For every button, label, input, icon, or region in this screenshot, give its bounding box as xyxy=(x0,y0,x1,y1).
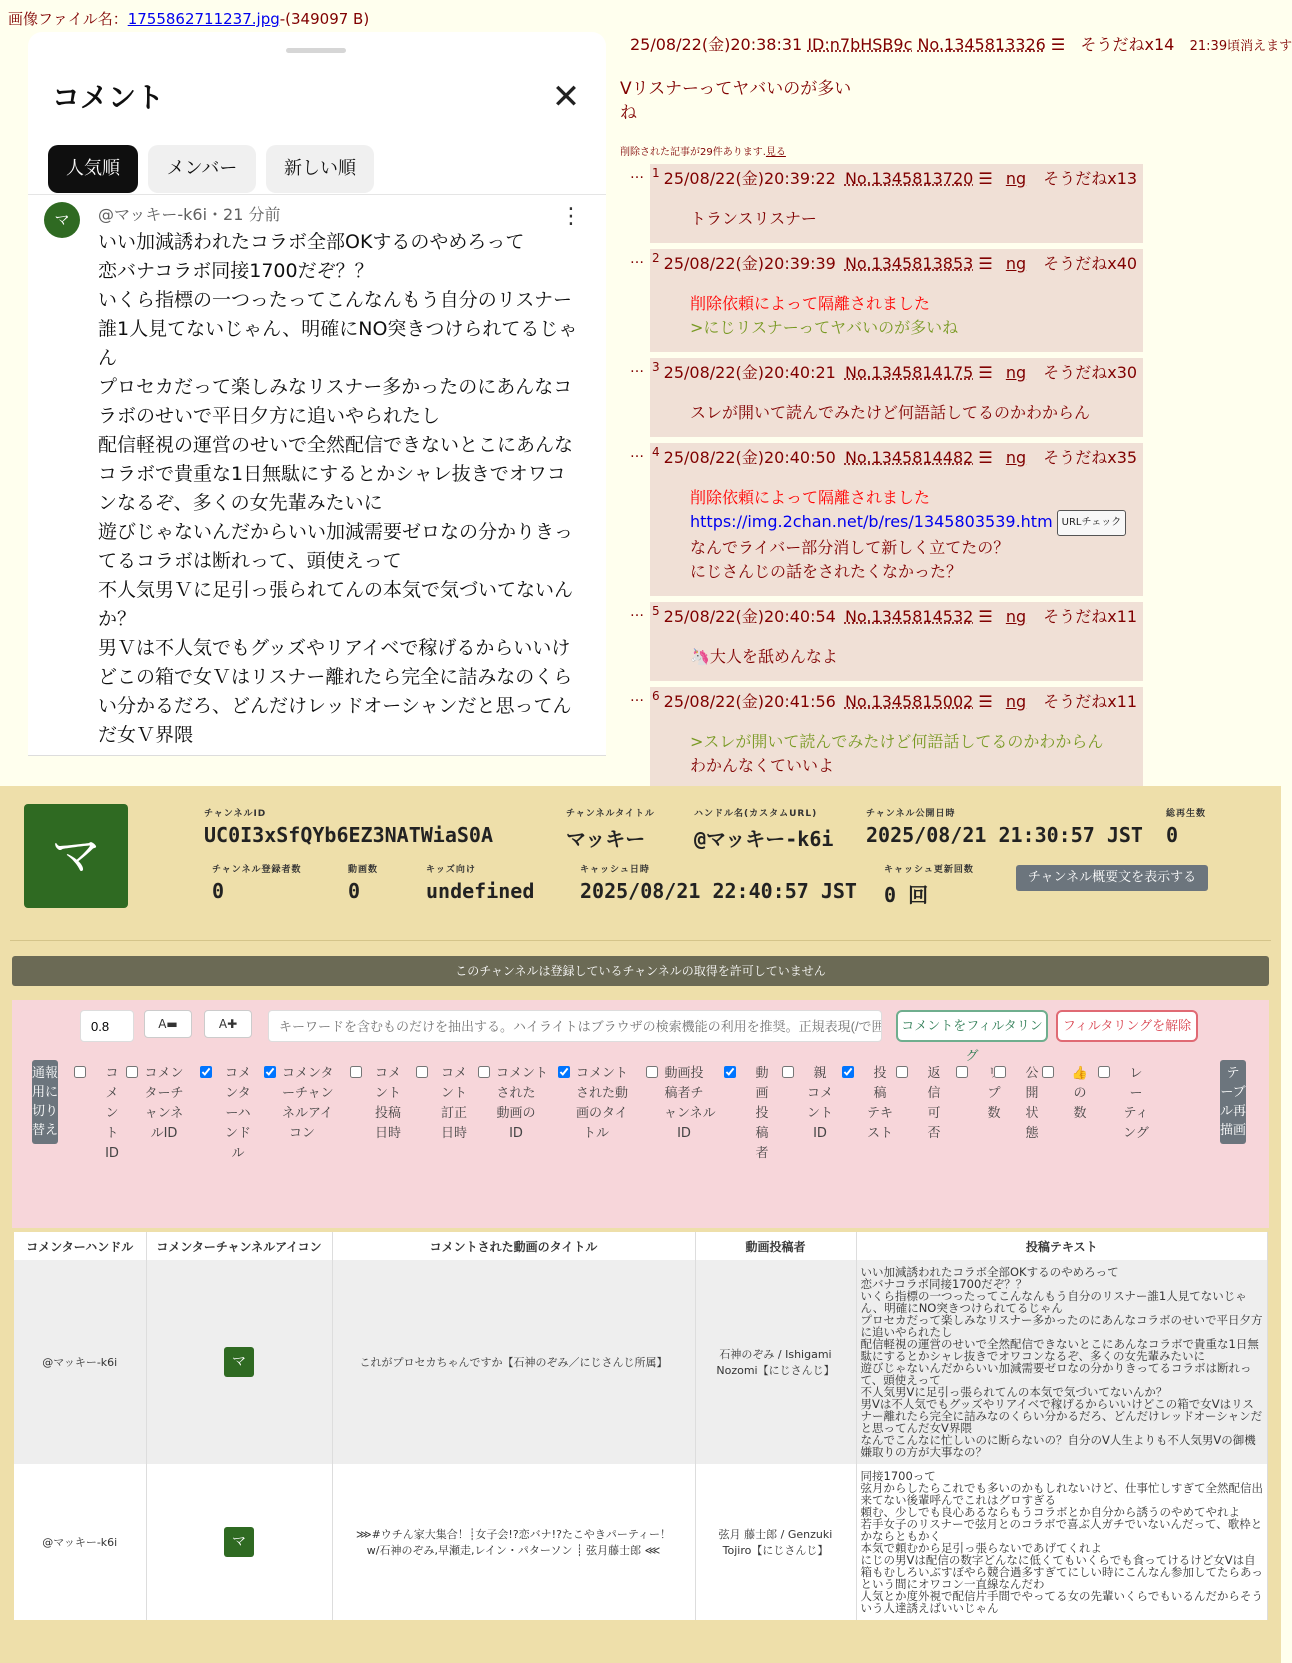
menu-icon[interactable]: ☰ xyxy=(978,692,993,711)
col-icon[interactable]: コメンターチャンネルアイコン xyxy=(146,1232,332,1260)
reply-header xyxy=(652,445,1137,468)
column-checkbox[interactable] xyxy=(350,1066,362,1078)
field-published xyxy=(866,806,1143,847)
column-toggle-label: 返 信 可 否 xyxy=(927,1066,941,1141)
cell-handle: @マッキー-k6i xyxy=(14,1464,146,1620)
cell-owner: 弦月 藤士郎 / Genzuki Tojiro【にじさんじ】 xyxy=(695,1464,856,1620)
reply-number[interactable]: No.1345814482 xyxy=(844,448,974,467)
commenter-icon[interactable]: マ xyxy=(224,1527,254,1557)
cell-icon xyxy=(146,1464,332,1620)
chip-newest[interactable]: 新しい順 xyxy=(266,145,374,193)
reply-line: >にじリスナーってヤバいのが多いね xyxy=(690,318,959,337)
field-subscribers xyxy=(212,862,301,903)
reply-line: 削除依頼によって隔離されました xyxy=(690,294,931,313)
reply-link[interactable]: https://img.2chan.net/b/res/1345803539.htm xyxy=(690,512,1053,531)
comment-text: いい加減誘われたコラボ全部OKするのやめろって 恋バナコラボ同接1700だぞ？？ いくら指標の一つったってこんなんもう自分のリスナー誰1人見てないじゃん、明確にNO突きつけられてるじゃん プロセカだって楽しみなリスナー多かったのにあんなコラボのせいで平日夕方に追いやられたし 配信軽視の運営のせいで全然配信できないとこにあんなコラボで貴重な1日無駄にするとかシャレ抜きでオワコンなるぞ、多くの女先輩みたいに 遊びじゃないんだからいい加減需要ゼロなの分かりきってるコラボは断れって、頭使えって 不人気男Ｖに足引っ張られてんの本気で気づいてないんか？ 男Ｖは不人気でもグッズやリアイベで稼げるからいいけどこの箱で女Ｖはリスナー離れたら完全に詰みなのくらい分かるだろ、どんだけレッドオーシャンだと思ってんだ女Ｖ界隈 xyxy=(98,231,578,746)
field-value: 0 xyxy=(212,879,225,903)
reply-header xyxy=(652,604,1137,627)
subscription-notice: このチャンネルは登録しているチャンネルの取得を許可していません xyxy=(12,956,1269,986)
table-row xyxy=(14,1464,1268,1620)
field-videos xyxy=(348,862,378,903)
ng-button[interactable]: ng xyxy=(1005,692,1027,711)
column-toggle-label: 動 画 投 稿 者 xyxy=(755,1066,769,1161)
field-value: UC0I3xSfQYb6EZ3NATWiaS0A xyxy=(204,823,493,847)
reply-number[interactable]: No.1345814532 xyxy=(844,607,974,626)
reply-header xyxy=(652,689,1137,712)
deleted-show-link[interactable]: 見る xyxy=(765,147,786,158)
reply xyxy=(620,164,1280,243)
column-checkbox[interactable] xyxy=(416,1066,428,1078)
op-number[interactable]: No.1345813326 xyxy=(917,35,1046,54)
reply-box xyxy=(650,687,1143,790)
commenter-icon[interactable]: マ xyxy=(224,1347,254,1377)
column-toggle[interactable] xyxy=(74,1064,132,1164)
reply-menu-icon[interactable]: … xyxy=(630,689,644,705)
column-checkbox[interactable] xyxy=(478,1066,490,1078)
field-value: @マッキー-k6i xyxy=(694,827,834,851)
column-toggle[interactable] xyxy=(200,1064,258,1164)
divider xyxy=(10,940,1271,941)
column-toggle[interactable] xyxy=(842,1064,900,1144)
sodane-button[interactable]: そうだねx11 xyxy=(1043,692,1138,711)
column-toggle-label: 投 稿 テキ スト xyxy=(866,1066,893,1141)
op-expire: 21:39頃消えます xyxy=(1189,39,1292,54)
reply-line: 🦄大人を舐めんなよ xyxy=(690,647,838,666)
reply-index: 1 xyxy=(652,166,660,180)
chip-popular[interactable]: 人気順 xyxy=(48,145,138,193)
column-toggle[interactable] xyxy=(724,1064,782,1164)
op-id: ID:n7bHSB9c xyxy=(807,35,913,54)
menu-icon[interactable]: ☰ xyxy=(978,169,993,188)
field-label: チャンネルタイトル xyxy=(566,809,655,819)
column-toggle[interactable] xyxy=(1042,1064,1100,1124)
avatar[interactable]: マ xyxy=(44,202,80,238)
cell-icon xyxy=(146,1260,332,1464)
column-checkbox[interactable] xyxy=(842,1066,854,1078)
col-handle[interactable]: コメンターハンドル xyxy=(14,1232,146,1260)
sodane-button[interactable]: そうだねx13 xyxy=(1043,169,1138,188)
reply-index: 3 xyxy=(652,360,660,374)
reply-number[interactable]: No.1345813853 xyxy=(844,254,974,273)
youtube-comment-panel xyxy=(28,32,606,756)
reply-index: 4 xyxy=(652,445,660,459)
ng-button[interactable]: ng xyxy=(1005,363,1027,382)
column-toggle[interactable] xyxy=(646,1064,716,1144)
op-sodane[interactable]: そうだねx14 xyxy=(1080,35,1175,54)
column-toggle-label: コメ ンタ ーハ ンド ル xyxy=(224,1066,251,1161)
column-toggle-label: コメント された動 画のタイ トル xyxy=(576,1066,629,1141)
column-toggle-label: コメ ント 投稿 日時 xyxy=(374,1066,401,1141)
reply-menu-icon[interactable]: … xyxy=(630,166,644,182)
column-checkbox[interactable] xyxy=(994,1066,1006,1078)
column-checkbox[interactable] xyxy=(200,1066,212,1078)
reply-number[interactable]: No.1345815002 xyxy=(844,692,974,711)
threshold-input[interactable] xyxy=(80,1010,134,1042)
column-toggle[interactable] xyxy=(896,1064,954,1144)
sodane-button[interactable]: そうだねx11 xyxy=(1043,607,1138,626)
column-checkbox[interactable] xyxy=(126,1066,138,1078)
drag-handle[interactable] xyxy=(286,48,346,53)
channel-icon: マ xyxy=(24,804,128,908)
column-toggle[interactable] xyxy=(782,1064,840,1144)
column-toggle[interactable] xyxy=(416,1064,474,1144)
column-checkbox[interactable] xyxy=(74,1066,86,1078)
reply-body xyxy=(690,730,1137,778)
column-toggle-label: 親 コメ ント ID xyxy=(806,1066,833,1141)
reply-line: スレが開いて読んでみたけど何語話してるのかわからん xyxy=(690,403,1091,422)
cell-video-title: ⋙#ウチん家大集合！┊女子会!?恋バナ!?たこやきパーティー！ w/石神のぞみ,早瀬走,レイン・パターソン ┊ 弦月藤士郎 ⋘ xyxy=(332,1464,695,1620)
field-label: チャンネルID xyxy=(204,809,267,819)
column-checkbox[interactable] xyxy=(724,1066,736,1078)
reply-body xyxy=(690,292,1137,340)
table-row xyxy=(14,1260,1268,1464)
column-toggle[interactable] xyxy=(558,1064,629,1144)
cell-handle: @マッキー-k6i xyxy=(14,1260,146,1464)
redraw-table-button[interactable]: テーブル再描画 xyxy=(1220,1060,1246,1144)
field-handle xyxy=(694,806,833,852)
field-cache-count xyxy=(884,862,974,908)
column-toggle-label: コメント された 動画の ID xyxy=(496,1066,549,1141)
comments-title: コメント xyxy=(52,81,165,114)
show-description-button[interactable]: チャンネル概要文を表示する xyxy=(1016,865,1208,891)
col-text[interactable]: 投稿テキスト xyxy=(856,1232,1268,1260)
column-toggle[interactable] xyxy=(126,1064,184,1144)
column-toggle-label: 👍 の 数 xyxy=(1071,1066,1089,1121)
field-views xyxy=(1166,806,1206,847)
ng-button[interactable]: ng xyxy=(1005,607,1027,626)
reply-box xyxy=(650,602,1143,681)
field-kids xyxy=(426,862,534,903)
reply-index: 2 xyxy=(652,251,660,265)
reply-menu-icon[interactable]: … xyxy=(630,604,644,620)
reply-body xyxy=(690,207,1137,231)
column-checkbox[interactable] xyxy=(264,1066,276,1078)
reply-index: 6 xyxy=(652,689,660,703)
file-info-label: 画像ファイル名： xyxy=(8,10,128,28)
reply-date: 25/08/22(金)20:40:21 xyxy=(663,363,836,382)
column-toggle-label: 動画投 稿者チ ャンネル ID xyxy=(664,1066,716,1141)
reply-box xyxy=(650,249,1143,352)
field-value: 0 回 xyxy=(884,883,929,907)
ng-button[interactable]: ng xyxy=(1005,169,1027,188)
menu-icon[interactable]: ☰ xyxy=(1050,35,1066,54)
field-channel-id xyxy=(204,806,493,847)
comment-meta: @マッキー-k6i・21 分前 xyxy=(98,205,281,224)
ng-button[interactable]: ng xyxy=(1005,254,1027,273)
reply-date: 25/08/22(金)20:40:54 xyxy=(663,607,836,626)
reply-line: 削除依頼によって隔離されました xyxy=(690,488,931,507)
col-video-title[interactable]: コメントされた動画のタイトル xyxy=(332,1232,695,1260)
column-toggle-label: リ プ 数 xyxy=(987,1066,1001,1121)
chip-members[interactable]: メンバー xyxy=(148,145,256,193)
column-toggle[interactable] xyxy=(1098,1064,1156,1144)
channel-info-section xyxy=(0,786,1281,1663)
field-cache-date xyxy=(580,862,857,903)
font-increase-button[interactable]: A✚ xyxy=(204,1010,252,1038)
column-toggle-label: コメンタ ーチャン ネルアイ コン xyxy=(282,1066,334,1141)
reply-line: にじさんじの話をされたくなかった？ xyxy=(690,562,963,581)
more-vert-icon[interactable]: ⋮ xyxy=(560,204,582,229)
reply-index: 5 xyxy=(652,604,660,618)
cell-text: 同接1700って 弦月からしたらこれでも多いのかもしれないけど、仕事忙しすぎて全然配信出来てない後輩呼んでこれはグロすぎる 頼む、少しでも良心あるならもうコラボとか自分から誘うのやめてやれよ 若手女子のリスナーで弦月とのコラボで喜ぶ人ガチでいないんだって、歌枠とかならともかく 本気で頼むから足引っ張らないであげてくれよ にじの男Vは配信の数字どんなに低くてもいくらでも食ってけるけど女Vは自箱もむしろいぶすぼやら競合過多すぎてにしい時にこんなん参加してたらあっという間にオワコン一直線なんだわ 人気とか度外視で配信片手間でやってる女の先輩いくらでもいるんだからそういう人達誘えばいいじゃん xyxy=(856,1464,1268,1620)
sodane-button[interactable]: そうだねx40 xyxy=(1043,254,1138,273)
sodane-button[interactable]: そうだねx35 xyxy=(1043,448,1138,467)
reply-date: 25/08/22(金)20:41:56 xyxy=(663,692,836,711)
comment-table xyxy=(14,1232,1268,1620)
menu-icon[interactable]: ☰ xyxy=(978,363,993,382)
op-text: Vリスナーってヤバいのが多い ね xyxy=(620,79,852,123)
reply-body xyxy=(690,645,1137,669)
field-label: ハンドル名(カスタムURL) xyxy=(694,809,818,819)
reply-menu-icon[interactable]: … xyxy=(630,445,644,461)
reply-box xyxy=(650,443,1143,596)
op-header xyxy=(630,32,1292,55)
field-value: 2025/08/21 21:30:57 JST xyxy=(866,823,1143,847)
reply-menu-icon[interactable]: … xyxy=(630,360,644,376)
column-toggle-label: レ ー ティ ング xyxy=(1123,1066,1149,1141)
field-value: undefined xyxy=(426,879,535,903)
column-checkbox[interactable] xyxy=(1042,1066,1054,1078)
field-value: マッキー xyxy=(566,827,646,851)
column-toggle[interactable] xyxy=(350,1064,408,1144)
reply-line: >スレが開いて読んでみたけど何語話してるのかわからん xyxy=(690,732,1104,751)
field-value: 0 xyxy=(348,879,361,903)
menu-icon[interactable]: ☰ xyxy=(978,254,993,273)
reply-body xyxy=(690,401,1137,425)
column-checkbox[interactable] xyxy=(646,1066,658,1078)
column-checkbox[interactable] xyxy=(1098,1066,1110,1078)
column-toggle-label: 公 開 状 態 xyxy=(1025,1066,1039,1141)
clear-filter-button[interactable]: フィルタリングを解除 xyxy=(1056,1010,1198,1042)
reply-date: 25/08/22(金)20:39:22 xyxy=(663,169,836,188)
field-label: キッズ向け xyxy=(426,865,476,875)
filter-panel xyxy=(12,1000,1269,1228)
reply-line: なんでライバー部分消して新しく立てたの？ xyxy=(690,538,1010,557)
column-checkbox[interactable] xyxy=(896,1066,908,1078)
report-mode-toggle[interactable]: 通報用に切り替え xyxy=(32,1060,58,1144)
column-toggle-label: コメ ント 訂正 日時 xyxy=(440,1066,467,1141)
url-check-button[interactable]: URLチェック xyxy=(1057,510,1127,536)
reply-list xyxy=(620,164,1280,790)
field-value: 2025/08/21 22:40:57 JST xyxy=(580,879,857,903)
file-size: -(349097 B) xyxy=(279,10,370,28)
sodane-button[interactable]: そうだねx30 xyxy=(1043,363,1138,382)
field-label: 総再生数 xyxy=(1166,809,1207,819)
column-checkbox[interactable] xyxy=(558,1066,570,1078)
keyword-input[interactable] xyxy=(268,1010,882,1042)
menu-icon[interactable]: ☰ xyxy=(978,448,993,467)
close-icon[interactable]: ✕ xyxy=(551,77,581,117)
reply-header xyxy=(652,166,1137,189)
reply-date: 25/08/22(金)20:40:50 xyxy=(663,448,836,467)
thread xyxy=(620,32,1292,790)
ng-button[interactable]: ng xyxy=(1005,448,1027,467)
col-owner[interactable]: 動画投稿者 xyxy=(695,1232,856,1260)
deleted-note-text: 削除された記事が29件あります. xyxy=(620,147,766,158)
reply-menu-icon[interactable]: … xyxy=(630,251,644,267)
column-checkbox[interactable] xyxy=(956,1066,968,1078)
column-checkbox[interactable] xyxy=(782,1066,794,1078)
field-channel-title xyxy=(566,806,655,852)
field-label: 動画数 xyxy=(348,865,379,875)
reply-box xyxy=(650,358,1143,437)
reply xyxy=(620,687,1280,790)
field-label: キャッシュ更新回数 xyxy=(884,865,974,875)
column-toggle[interactable] xyxy=(478,1064,549,1144)
menu-icon[interactable]: ☰ xyxy=(978,607,993,626)
deleted-note xyxy=(620,143,1280,158)
field-label: チャンネル登録者数 xyxy=(212,865,302,875)
reply-box xyxy=(650,164,1143,243)
cell-owner: 石神のぞみ / Ishigami Nozomi【にじさんじ】 xyxy=(695,1260,856,1464)
file-info xyxy=(8,8,369,29)
filter-button[interactable]: コメントをフィルタリング xyxy=(896,1010,1048,1042)
column-toggle-label: コメン ターチ ャンネ ルID xyxy=(144,1066,184,1141)
reply xyxy=(620,443,1280,596)
column-toggle-label: コ メ ン ト ID xyxy=(105,1066,119,1161)
reply-number[interactable]: No.1345813720 xyxy=(844,169,974,188)
cell-video-title: これがプロセカちゃんですか【石神のぞみ／にじさんじ所属】 xyxy=(332,1260,695,1464)
reply xyxy=(620,358,1280,437)
reply-line: トランスリスナー xyxy=(690,209,817,228)
column-toggle[interactable] xyxy=(264,1064,334,1144)
reply-number[interactable]: No.1345814175 xyxy=(844,363,974,382)
field-value: 0 xyxy=(1166,823,1179,847)
reply xyxy=(620,249,1280,352)
divider xyxy=(28,194,606,195)
reply-date: 25/08/22(金)20:39:39 xyxy=(663,254,836,273)
op-date: 25/08/22(金)20:38:31 xyxy=(630,35,803,54)
reply-line: わかんなくていいよ xyxy=(690,756,835,775)
file-name-link[interactable]: 1755862711237.jpg xyxy=(127,10,280,28)
reply-header xyxy=(652,251,1137,274)
field-label: チャンネル公開日時 xyxy=(866,809,956,819)
reply-body xyxy=(690,486,1137,584)
reply xyxy=(620,602,1280,681)
field-label: キャッシュ日時 xyxy=(580,865,650,875)
reply-header xyxy=(652,360,1137,383)
font-decrease-button[interactable]: A▬ xyxy=(144,1010,192,1038)
cell-text: いい加減誘われたコラボ全部OKするのやめろって 恋バナコラボ同接1700だぞ？？ いくら指標の一つったってこんなんもう自分のリスナー誰1人見てないじゃん、明確にNO突きつけられてるじゃん プロセカだって楽しみなリスナー多かったのにあんなコラボのせいで平日夕方に追いやられたし 配信軽視の運営のせいで全然配信できないとこにあんなコラボで貴重な1日無駄にするとかシャレ抜きでオワコンなるぞ、多くの女先輩みたいに 遊びじゃないんだからいい加減需要ゼロなの分かりきってるコラボは断れって、頭使えって 不人気男Vに足引っ張られてんの本気で気づいてないんか？ 男Vは不人気でもグッズやリアイベで稼げるからいいけどこの箱で女Vはリスナー離れたら完全に詰みなのくらい分かるだろ、どんだけレッドオーシャンだと思ってんだ女V界隈 なんでこんなに忙しいのに断らないの？自分のV人生よりも不人気男Vの御機嫌取りの方が大事なの？ xyxy=(856,1260,1268,1464)
